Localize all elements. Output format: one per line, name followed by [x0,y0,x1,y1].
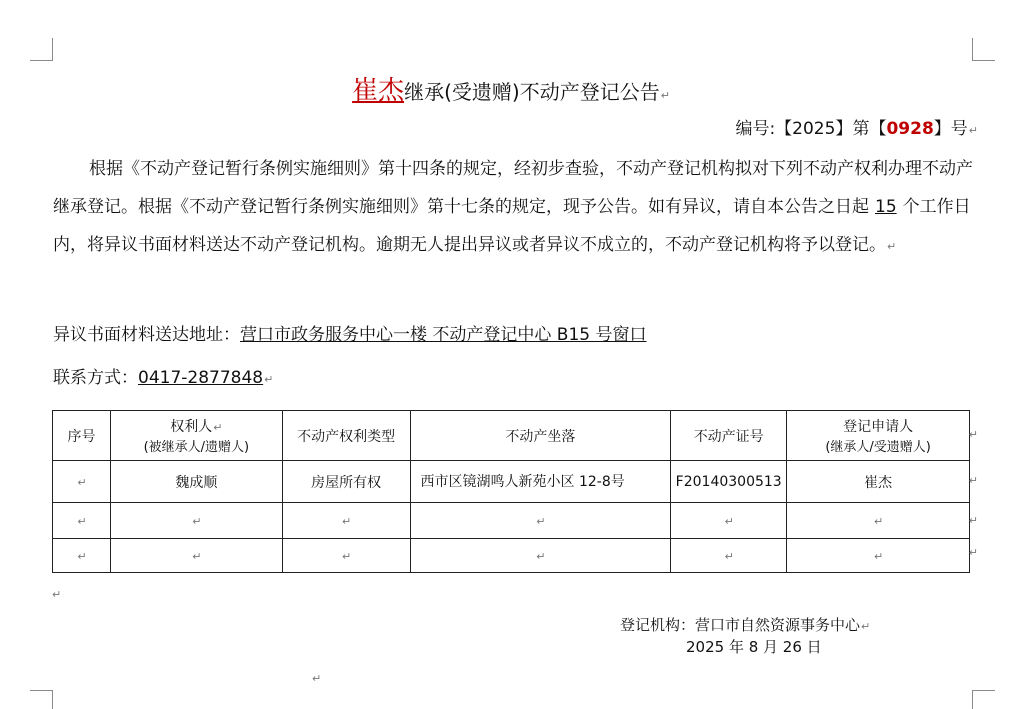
header-right-type: 不动产权利类型 [282,411,410,461]
serial-suffix: 】号 [933,119,968,139]
registration-org: 登记机构：营口市自然资源事务中心↵ [620,616,871,634]
crop-mark-top-left [30,38,53,61]
serial-prefix: 编号:【2025】第【 [735,119,887,139]
document-title [0,70,1022,107]
crop-mark-bottom-right [972,690,995,709]
table-row: ↵ ↵ ↵ ↵ ↵ ↵ [53,503,970,539]
table-header-row [53,411,970,461]
row-end-mark-icon: ↵ [968,514,978,527]
objection-address [53,320,647,345]
registration-table [52,410,970,573]
address-label: 异议书面材料送达地址： [53,325,240,345]
cell-holder: 魏成顺 [110,461,282,503]
paragraph-mark-icon: ↵ [968,124,978,137]
notice-text-2: 个工作日内，将异议书面材料送达不动产登记机构。逾期无人提出异议或者异议不成立的，不动产登记机构将予以登记。 [53,197,971,255]
serial-value: 0928 [886,119,934,139]
cell-location: 西市区镜湖鸣人新苑小区 12-8号 [410,461,671,503]
title-rest: 继承(受遗赠)不动产登记公告 [404,80,660,104]
contact-value: 0417-2877848 [138,368,264,388]
header-cert-no: 不动产证号 [671,411,787,461]
table-row: ↵ ↵ ↵ ↵ ↵ ↵ [53,539,970,573]
paragraph-mark-icon: ↵ [52,588,62,601]
contact-label: 联系方式： [53,368,138,388]
header-seq: 序号 [53,411,111,461]
row-end-mark-icon: ↵ [968,474,978,487]
crop-mark-bottom-left [30,690,53,709]
table-row [53,461,970,503]
header-applicant: 登记申请人 (继承人/受遗赠人) [787,411,970,461]
row-end-mark-icon: ↵ [968,428,978,441]
cell-applicant: 崔杰 [787,461,970,503]
address-value: 营口市政务服务中心一楼 不动产登记中心 B15 号窗口 [240,325,647,345]
contact-info [53,363,273,388]
header-applicant-sub: (继承人/受遗赠人) [825,440,931,455]
notice-text-1: 根据《不动产登记暂行条例实施细则》第十四条的规定，经初步查验，不动产登记机构拟对下列不动产权利办理不动产继承登记。根据《不动产登记暂行条例实施细则》第十七条的规定，现予公告。如有异议，请自本公告之日起 [53,159,973,217]
row-end-mark-icon: ↵ [968,546,978,559]
cell-right-type: 房屋所有权 [282,461,410,503]
paragraph-mark-icon: ↵ [312,672,322,685]
header-holder-sub: (被继承人/遗赠人) [143,440,250,455]
header-holder: 权利人↵ (被继承人/遗赠人) [110,411,282,461]
cell-cert-no: F20140300513 [671,461,787,503]
crop-mark-top-right [972,38,995,61]
serial-number [735,114,978,139]
notice-paragraph [53,150,977,266]
paragraph-mark-icon: ↵ [264,373,274,386]
header-location: 不动产坐落 [410,411,671,461]
title-name: 崔杰 [352,76,405,106]
paragraph-mark-icon: ↵ [660,89,670,102]
cell-seq: ↵ [53,461,111,503]
notice-date: 2025 年 8 月 26 日 [686,638,822,656]
notice-days: 15 [875,197,897,217]
paragraph-mark-icon: ↵ [887,240,897,253]
